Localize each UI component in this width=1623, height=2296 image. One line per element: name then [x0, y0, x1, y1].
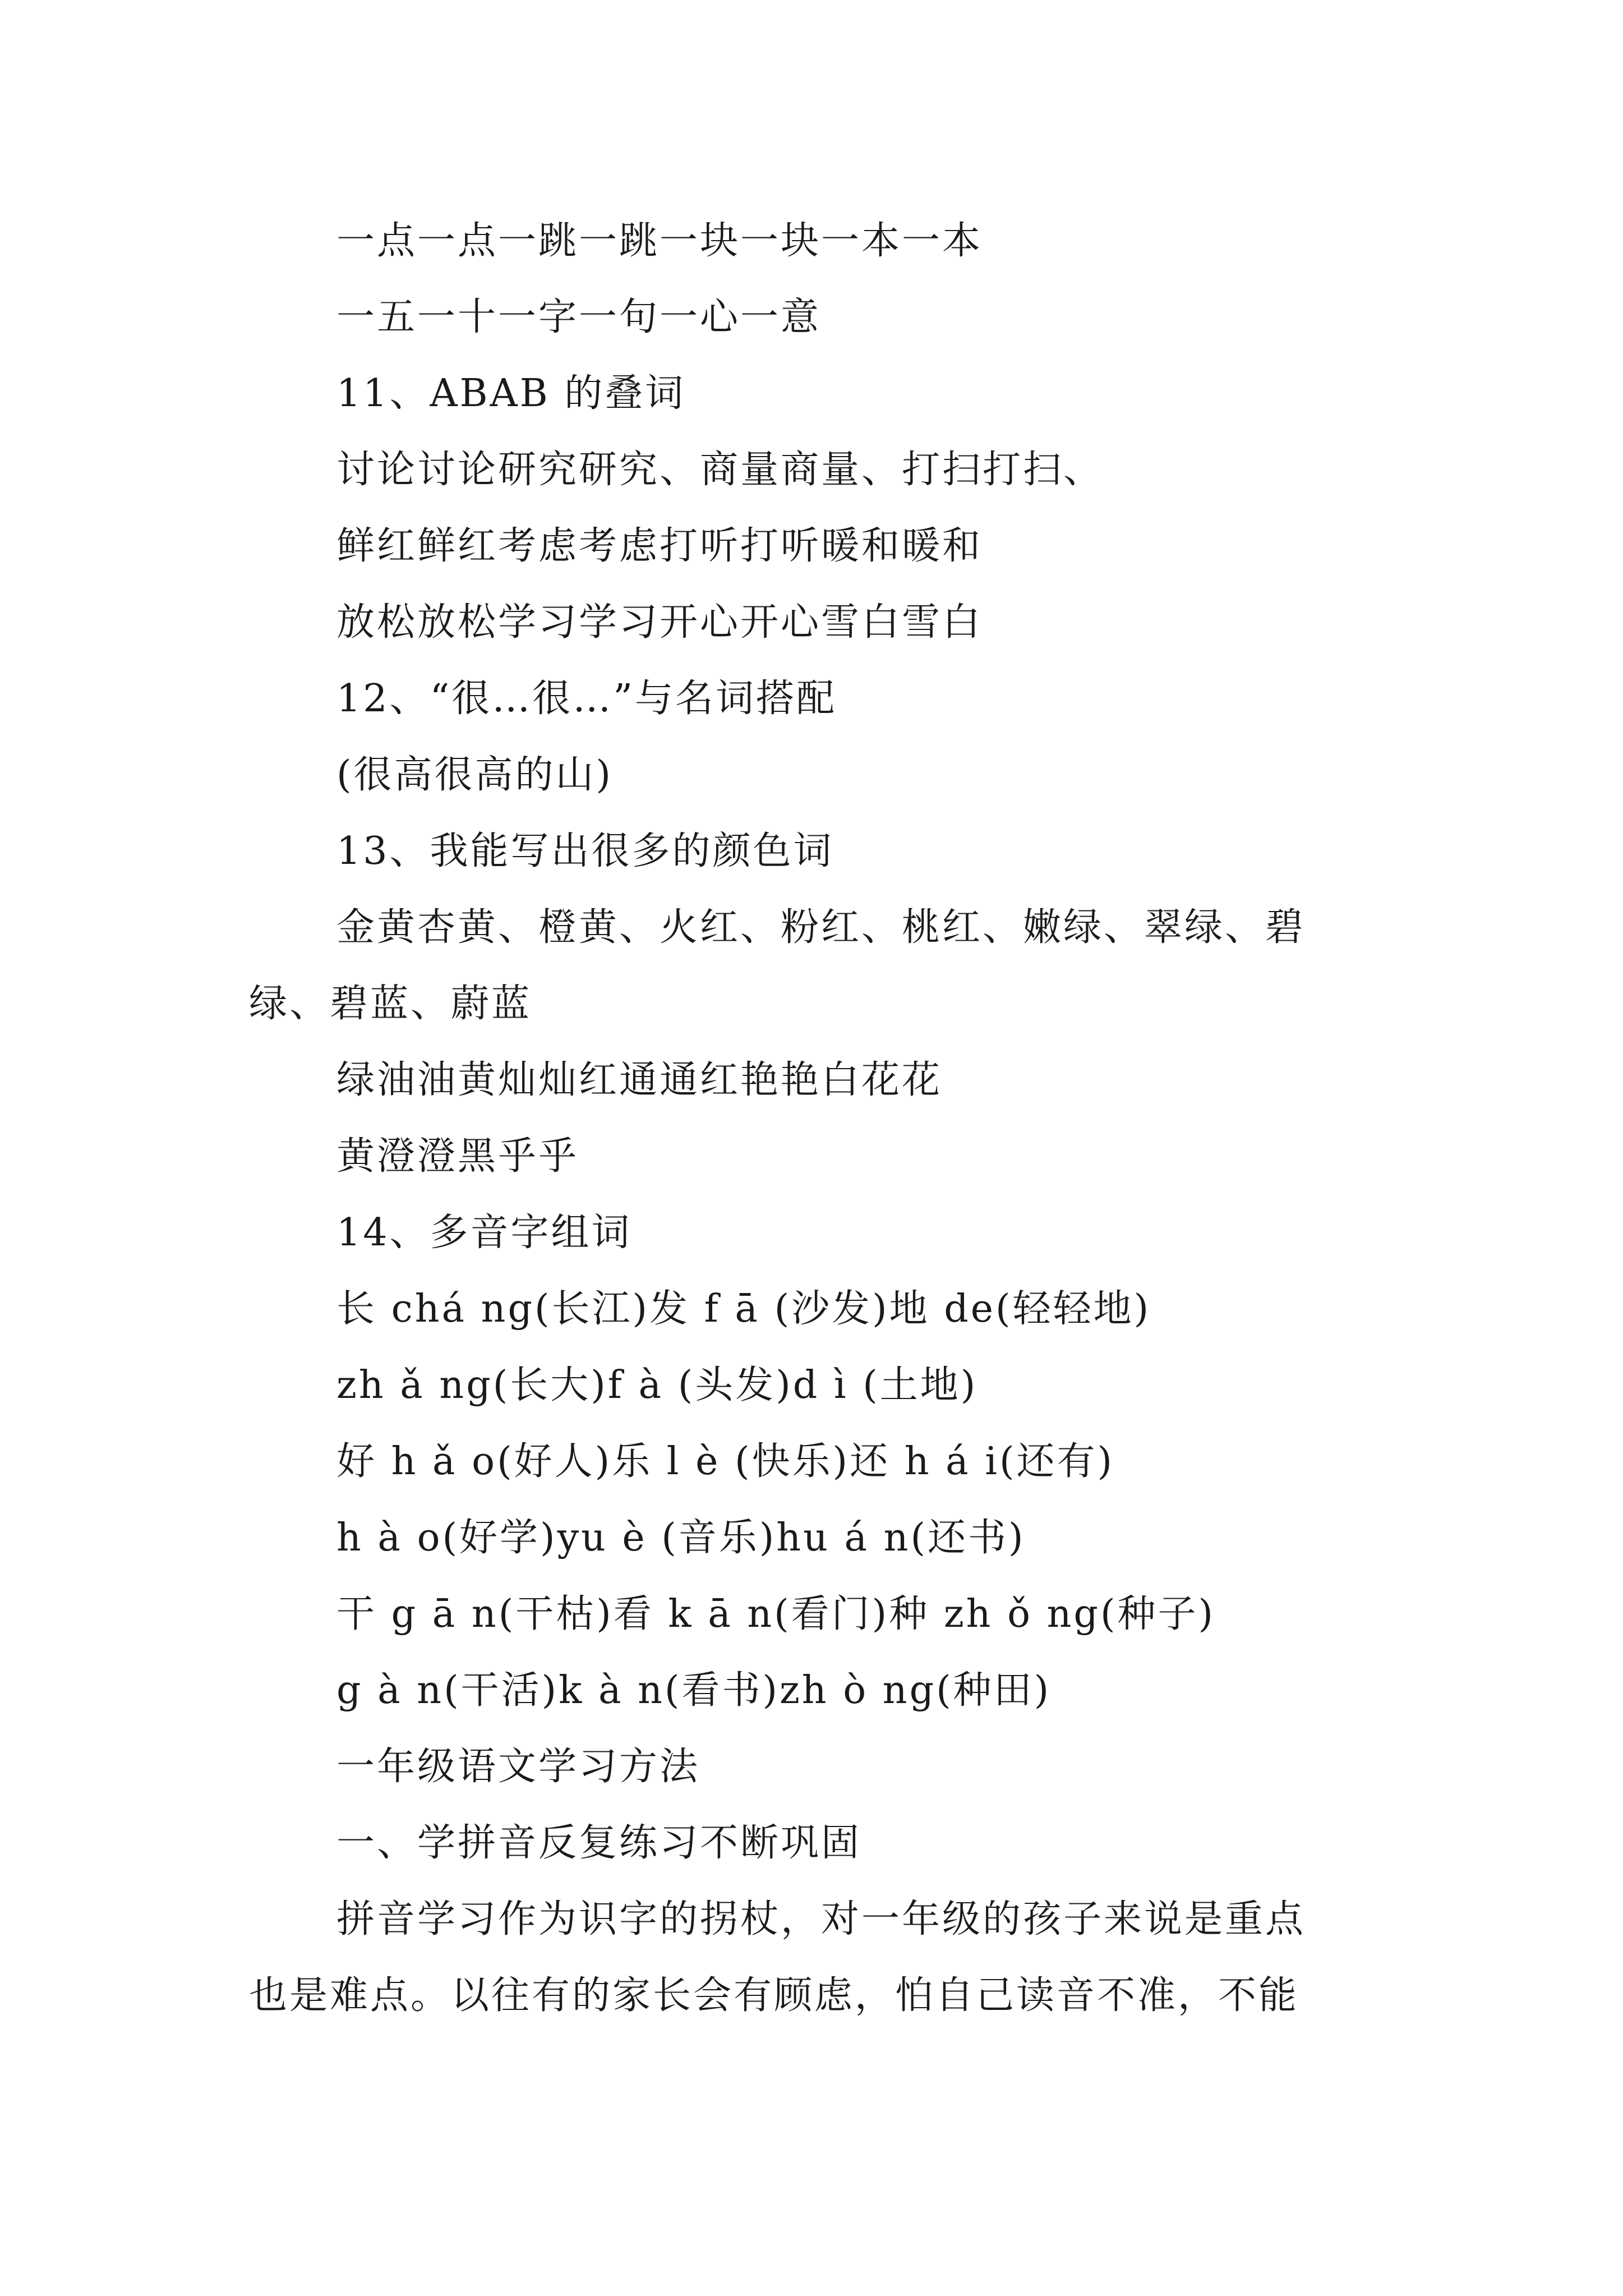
- text-line: 拼音学习作为识字的拐杖，对一年级的孩子来说是重点: [336, 1897, 1306, 1941]
- text-line: 讨论讨论研究研究、商量商量、打扫打扫、: [336, 448, 1104, 492]
- text-line: (很高很高的山): [336, 753, 614, 797]
- text-line: 绿油油黄灿灿红通通红艳艳白花花: [336, 1058, 943, 1102]
- section-heading: 11、ABAB 的叠词: [336, 371, 686, 416]
- text-line: 也是难点。以往有的家长会有顾虑，怕自己读音不准，不能: [249, 1973, 1299, 2018]
- text-line: 金黄杏黄、橙黄、火红、粉红、桃红、嫩绿、翠绿、碧: [336, 905, 1306, 950]
- text-line: 黄澄澄黑乎乎: [336, 1134, 579, 1179]
- text-line: 长 chá ng(长江)发 f ā (沙发)地 de(轻轻地): [336, 1287, 1151, 1331]
- text-line: 干 g ā n(干枯)看 k ā n(看门)种 zh ǒ ng(种子): [336, 1592, 1216, 1636]
- section-heading: 12、“很…很…”与名词搭配: [336, 677, 837, 721]
- text-line: 好 h ǎ o(好人)乐 l è (快乐)还 h á i(还有): [336, 1439, 1115, 1484]
- text-line: 一五一十一字一句一心一意: [336, 295, 822, 339]
- section-heading: 14、多音字组词: [336, 1211, 632, 1255]
- text-line: 放松放松学习学习开心开心雪白雪白: [336, 600, 983, 645]
- section-heading: 一、学拼音反复练习不断巩固: [336, 1821, 862, 1865]
- text-line: g à n(干活)k à n(看书)zh ò ng(种田): [336, 1668, 1052, 1713]
- text-line: 鲜红鲜红考虑考虑打听打听暖和暖和: [336, 524, 983, 568]
- text-line: zh ǎ ng(长大)f à (头发)d ì (土地): [336, 1363, 978, 1407]
- text-line: 绿、碧蓝、蔚蓝: [249, 982, 532, 1026]
- text-line: h à o(好学)yu è (音乐)hu á n(还书): [336, 1516, 1026, 1560]
- section-heading: 13、我能写出很多的颜色词: [336, 829, 834, 873]
- text-line: 一点一点一跳一跳一块一块一本一本: [336, 219, 983, 263]
- section-heading: 一年级语文学习方法: [336, 1745, 700, 1789]
